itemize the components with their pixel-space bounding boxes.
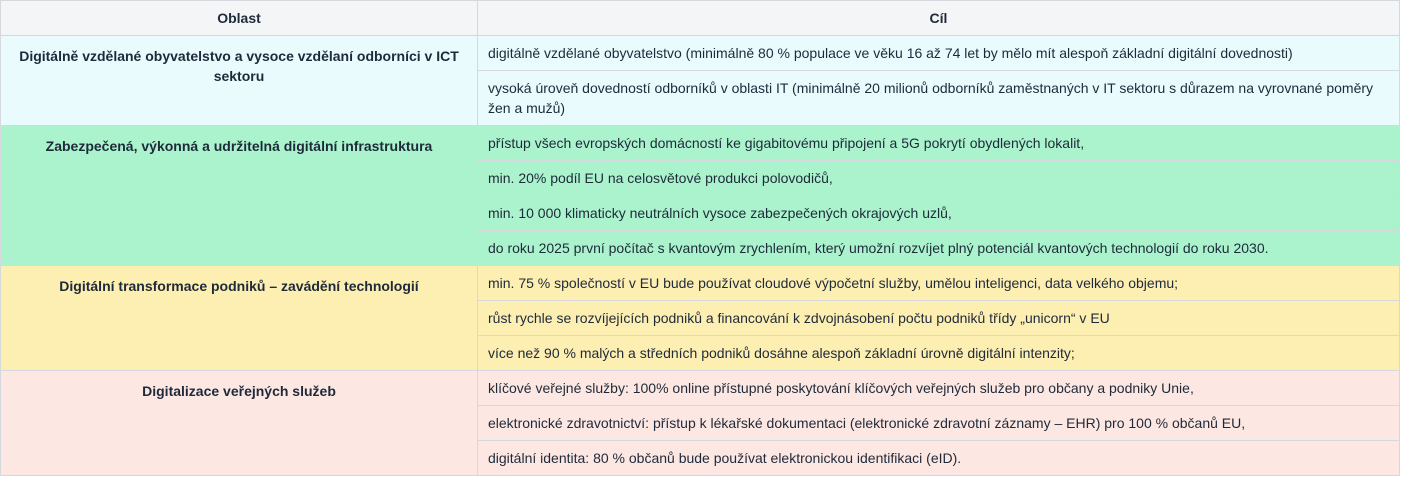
goal-cell: klíčové veřejné služby: 100% online přístupné poskytování klíčových veřejných služeb pro občany a podniky Unie, xyxy=(478,371,1400,406)
area-cell: Digitalizace veřejných služeb xyxy=(1,371,478,476)
column-header-goal: Cíl xyxy=(478,1,1400,36)
goal-cell: více než 90 % malých a středních podniků dosáhne alespoň základní úrovně digitální intenzity; xyxy=(478,336,1400,371)
goal-cell: min. 20% podíl EU na celosvětové produkci polovodičů, xyxy=(478,161,1400,196)
area-cell: Digitální transformace podniků – zavádění technologií xyxy=(1,266,478,371)
area-cell: Zabezpečená, výkonná a udržitelná digitální infrastruktura xyxy=(1,126,478,266)
goal-cell: digitálně vzdělané obyvatelstvo (minimálně 80 % populace ve věku 16 až 74 let by mělo mít alespoň základní digitální dovednosti) xyxy=(478,36,1400,71)
table-row xyxy=(1,36,1400,71)
goal-cell: min. 75 % společností v EU bude používat cloudové výpočetní služby, umělou inteligenci, data velkého objemu; xyxy=(478,266,1400,301)
table-row xyxy=(1,266,1400,301)
goal-cell: elektronické zdravotnictví: přístup k lékařské dokumentaci (elektronické zdravotní záznamy – EHR) pro 100 % občanů EU, xyxy=(478,406,1400,441)
header-row xyxy=(1,1,1400,36)
area-cell: Digitálně vzdělané obyvatelstvo a vysoce vzdělaní odborníci v ICT sektoru xyxy=(1,36,478,126)
table-row xyxy=(1,126,1400,161)
goal-cell: min. 10 000 klimaticky neutrálních vysoce zabezpečených okrajových uzlů, xyxy=(478,196,1400,231)
goal-cell: přístup všech evropských domácností ke gigabitovému připojení a 5G pokrytí obydlených lokalit, xyxy=(478,126,1400,161)
goal-cell: do roku 2025 první počítač s kvantovým zrychlením, který umožní rozvíjet plný potenciál kvantových technologií do roku 2030. xyxy=(478,231,1400,266)
goal-cell: digitální identita: 80 % občanů bude používat elektronickou identifikaci (eID). xyxy=(478,441,1400,476)
table-row xyxy=(1,371,1400,406)
goal-cell: růst rychle se rozvíjejících podniků a financování k zdvojnásobení počtu podniků třídy „unicorn“ v EU xyxy=(478,301,1400,336)
column-header-area: Oblast xyxy=(1,1,478,36)
goal-cell: vysoká úroveň dovedností odborníků v oblasti IT (minimálně 20 milionů odborníků zaměstnaných v IT sektoru s důrazem na vyrovnané poměry žen a mužů) xyxy=(478,71,1400,126)
